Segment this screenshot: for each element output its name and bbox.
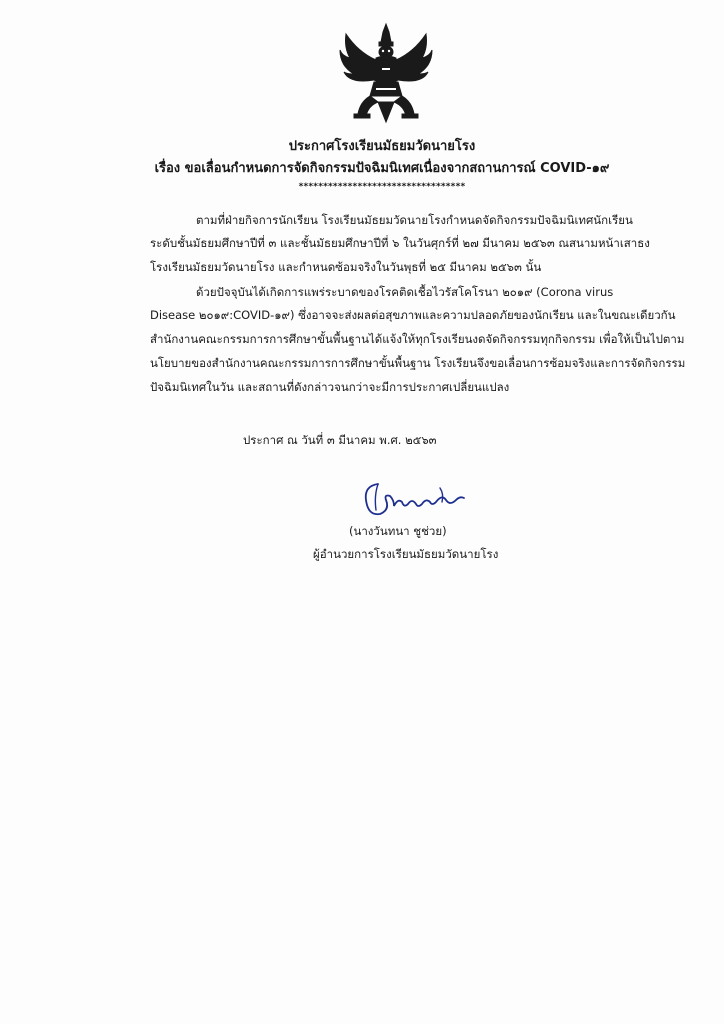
- announcement-subject: เรื่อง ขอเลื่อนกำหนดการจัดกิจกรรมปัจฉิมนิเทศเนื่องจากสถานการณ์ COVID-๑๙: [154, 161, 610, 176]
- paragraph2-line1: ด้วยปัจจุบันได้เกิดการแพร่ระบาดของโรคติดเชื้อไวรัสโคโรนา ๒๐๑๙ (Corona virus: [196, 285, 614, 299]
- announcement-date: ประกาศ ณ วันที่ ๓ มีนาคม พ.ศ. ๒๕๖๓: [243, 433, 437, 447]
- signature-icon: [360, 476, 470, 522]
- signer-name: (นางวันทนา ชูช่วย): [349, 524, 447, 538]
- paragraph1-line3: โรงเรียนมัธยมวัดนายโรง และกำหนดซ้อมจริงในวันพุธที่ ๒๕ มีนาคม ๒๕๖๓ นั้น: [150, 260, 542, 274]
- paragraph2-line4: นโยบายของสำนักงานคณะกรรมการการศึกษาขั้นพื้นฐาน โรงเรียนจึงขอเลื่อนการซ้อมจริงและการจัดกิจกรรม: [150, 356, 686, 370]
- signer-position: ผู้อำนวยการโรงเรียนมัธยมวัดนายโรง: [313, 547, 499, 561]
- paragraph1-line1: ตามที่ฝ่ายกิจการนักเรียน โรงเรียนมัธยมวัดนายโรงกำหนดจัดกิจกรรมปัจฉิมนิเทศนักเรียน: [196, 213, 633, 227]
- paragraph2-line5: ปัจฉิมนิเทศในวัน และสถานที่ดังกล่าวจนกว่าจะมีการประกาศเปลี่ยนแปลง: [150, 380, 510, 394]
- paragraph2-line2: Disease ๒๐๑๙:COVID-๑๙) ซึ่งอาจจะส่งผลต่อสุขภาพและความปลอดภัยของนักเรียน และในขณะเดียวกัน: [150, 308, 676, 322]
- separator-line: **********************************: [298, 182, 466, 192]
- paragraph1-line2: ระดับชั้นมัธยมศึกษาปีที่ ๓ และชั้นมัธยมศึกษาปีที่ ๖ ในวันศุกร์ที่ ๒๗ มีนาคม ๒๕๖๓ ณสนามหน้าเสาธง: [150, 236, 650, 250]
- garuda-emblem-icon: [336, 22, 436, 124]
- announcement-title: ประกาศโรงเรียนมัธยมวัดนายโรง: [288, 139, 476, 154]
- paragraph2-line3: สำนักงานคณะกรรมการการศึกษาขั้นพื้นฐานได้แจ้งให้ทุกโรงเรียนงดจัดกิจกรรมทุกกิจกรรม เพื่อให้เป็นไปตาม: [150, 332, 685, 346]
